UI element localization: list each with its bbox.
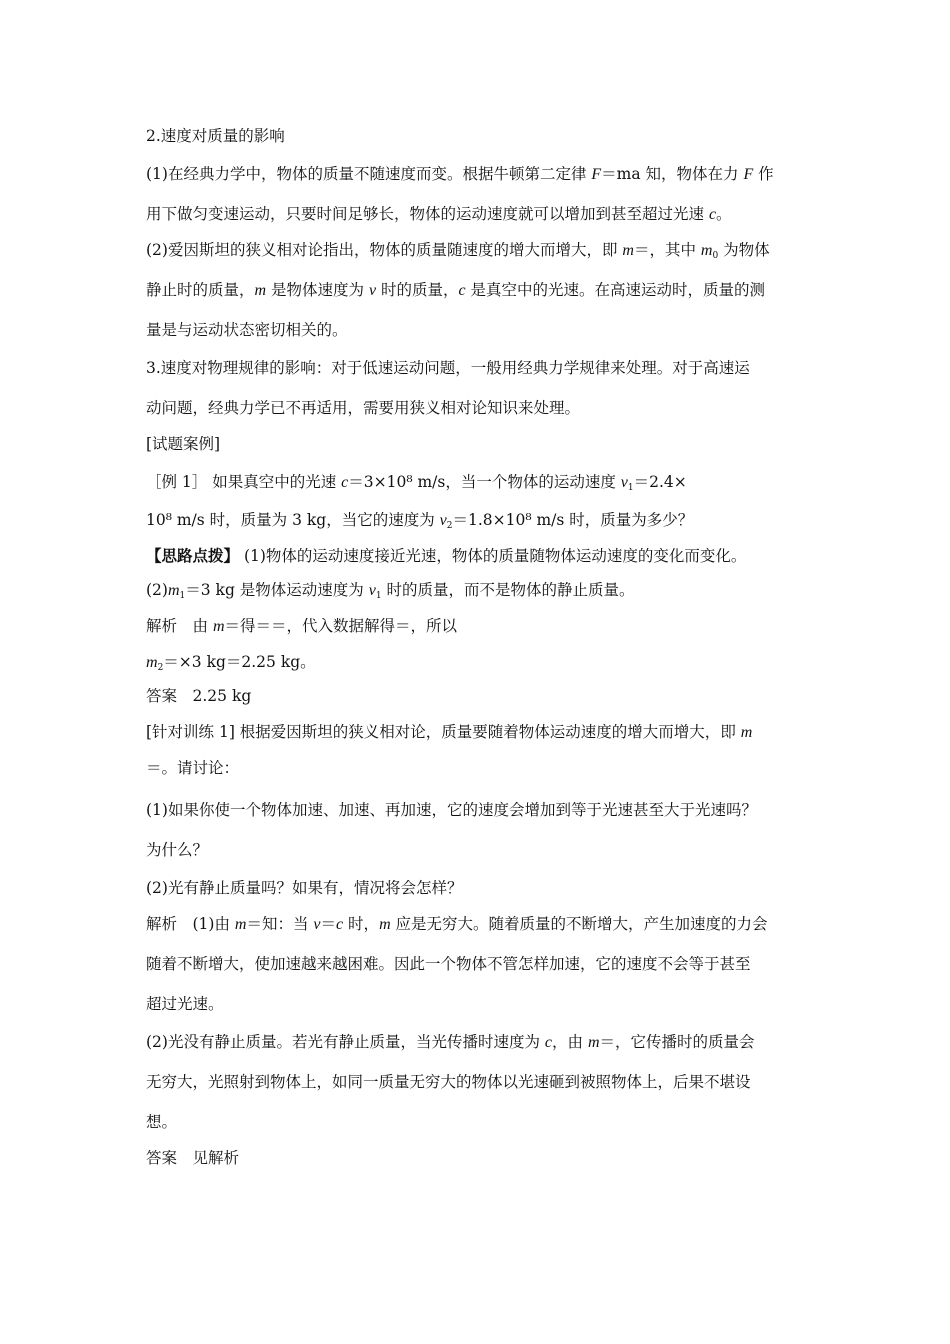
text-line: $m_2=\times 3$ kg＝2.25 kg。: [146, 653, 316, 673]
text-line: ＝。请讨论：: [146, 759, 240, 777]
text-line: 【思路点拨】 (1)物体的运动速度接近光速，物体的质量随物体运动速度的变化而变化。: [146, 546, 747, 565]
text-line: 答案 见解析: [146, 1149, 240, 1167]
text-line: [试题案例]: [146, 435, 221, 453]
text-line: (2)光没有静止质量。若光有静止质量，当光传播时速度为 c，由 m＝，它传播时的质量会: [146, 1033, 755, 1051]
text-line: 解析 由 m＝得＝＝，代入数据解得＝，所以: [146, 617, 458, 635]
text-line: 10⁸ m/s 时，质量为 3 kg，当它的速度为 $v_2=1.8\times 10^8$ m/s 时，质量为多少？: [146, 511, 694, 531]
text-line: 动问题，经典力学已不再适用，需要用狭义相对论知识来处理。: [146, 399, 581, 417]
text-line: 随着不断增大，使加速越来越困难。因此一个物体不管怎样加速，它的速度不会等于甚至: [146, 955, 751, 973]
text-line: 超过光速。: [146, 995, 224, 1013]
text-line: 为什么？: [146, 841, 209, 859]
text-line: (1)在经典力学中，物体的质量不随速度而变。根据牛顿第二定律 F＝ma 知，物体在力 F 作: [146, 165, 774, 183]
text-line: $(2)m_1=3$ kg 是物体运动速度为 $v_1$ 时的质量，而不是物体的静止质量。: [146, 581, 635, 601]
text-line: (1)如果你使一个物体加速、加速、再加速，它的速度会增加到等于光速甚至大于光速吗？: [146, 801, 757, 819]
text-line: [针对训练 1] 根据爱因斯坦的狭义相对论，质量要随着物体运动速度的增大而增大，即 m: [146, 723, 753, 741]
text-line: (2)光有静止质量吗？如果有，情况将会怎样？: [146, 879, 463, 897]
text-line: 解析 (1)由 m＝知：当 v＝c 时，m 应是无穷大。随着质量的不断增大，产生加速度的力会: [146, 915, 768, 933]
text-line: 用下做匀变速运动，只要时间足够长，物体的运动速度就可以增加到甚至超过光速 c。: [146, 205, 732, 223]
text-line: 2.速度对质量的影响: [146, 127, 285, 145]
text-line: 想。: [146, 1113, 178, 1131]
text-line: (2)爱因斯坦的狭义相对论指出，物体的质量随速度的增大而增大，即 m＝，其中 $m_0$ 为物体: [146, 241, 770, 261]
text-line: 3.速度对物理规律的影响：对于低速运动问题，一般用经典力学规律来处理。对于高速运: [146, 359, 750, 377]
text-line: 静止时的质量，m 是物体速度为 v 时的质量，c 是真空中的光速。在高速运动时，质量的测: [146, 281, 766, 299]
text-line: ［例 1］ 如果真空中的光速 c＝3×10⁸ m/s，当一个物体的运动速度 $v_1=2.4\times$: [146, 473, 687, 493]
text-line: 答案 2.25 kg: [146, 687, 252, 705]
text-line: 量是与运动状态密切相关的。: [146, 321, 348, 339]
text-line: 无穷大，光照射到物体上，如同一质量无穷大的物体以光速砸到被照物体上，后果不堪设: [146, 1073, 751, 1091]
